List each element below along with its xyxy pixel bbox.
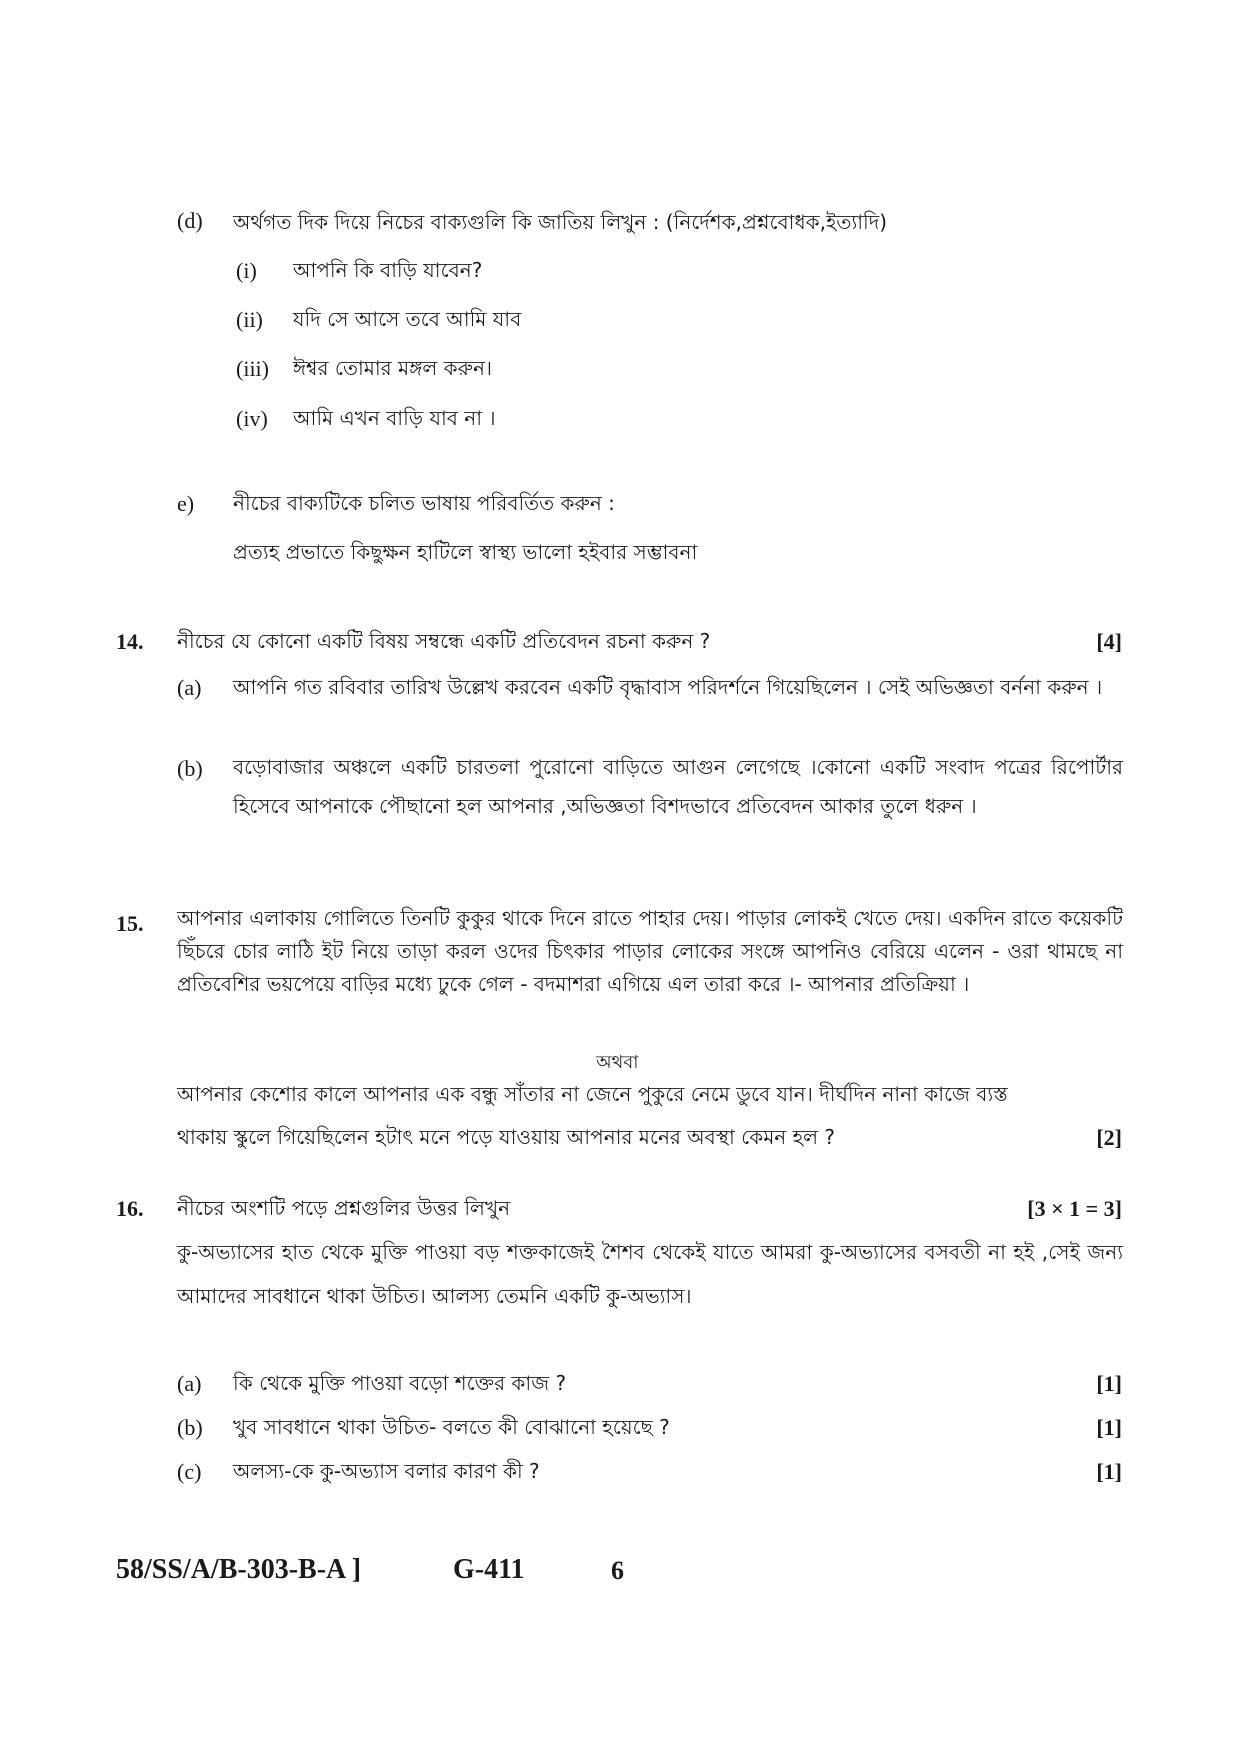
q15-alt-line1: আপনার কেশোর কালে আপনার এক বন্ধু সাঁতার না জেনে পুকুরে নেমে ডুবে যান। দীর্ঘদিন নানা কাজে ব্যস্ত <box>177 1082 1008 1106</box>
q13d-instruction: অর্থগত দিক দিয়ে নিচের বাক্যগুলি কি জাতিয় লিখুন : (নির্দেশক,প্রশ্নবোধক,ইত্যাদি) <box>233 210 888 234</box>
q15-text: আপনার এলাকায় গোলিতে তিনটি কুকুর থাকে দিনে রাতে পাহার দেয়। পাড়ার লোকই খেতে দেয়। একদিন রাতে কয়েকটি ছিঁচরে চোর লাঠি ইট নিয়ে তাড়া করল ওদের চিৎকার পাড়ার লোকের সংঙ্গে আপনিও বেরিয়ে এলেন - ওরা থামছে না প্রতিবেশির ভয়পেয়ে বাড়ির মধ্যে ঢুকে গেল - বদমাশরা এগিয়ে এল তারা করে ।- আপনার প্রতিক্রিয়া । <box>177 906 1123 996</box>
q13d-item-text: আমি এখন বাড়ি যাব না । <box>293 406 496 430</box>
q14-option-text: বড়োবাজার অঞ্চলে একটি চারতলা পুরোনো বাড়িতে আগুন লেগেছে ।কোনো একটি সংবাদ পত্রের রিপোর্টার হিসেবে আপনাকে পৌছানো হল আপনার ,অভিজ্ঞতা বিশদভাবে প্রতিবেদন আকার তুলে ধরুন । <box>233 755 1123 818</box>
q16-question-text: অলস্য-কে কু-অভ্যাস বলার কারণ কী ? <box>233 1459 540 1483</box>
q13e-label: e) <box>177 491 195 516</box>
q13d-item-text: ঈশ্বর তোমার মঙ্গল করুন। <box>293 356 493 380</box>
q16-question-text: খুব সাবধানে থাকা উচিত- বলতে কী বোঝানো হয়েছে ? <box>233 1415 670 1439</box>
q16-number: 16. <box>116 1196 144 1221</box>
q13d-label: (d) <box>177 208 203 233</box>
q13d-item-label: (iv) <box>236 406 268 431</box>
q14-option-label: (a) <box>177 675 202 700</box>
q15-alt-line2: থাকায় স্কুলে গিয়েছিলেন হটাৎ মনে পড়ে যাওয়ায় আপনার মনের অবস্থা কেমন হল ? <box>177 1125 835 1149</box>
q15-marks: [2] <box>1096 1125 1122 1150</box>
q14-number: 14. <box>116 629 144 654</box>
q16-instruction: নীচের অংশটি পড়ে প্রশ্নগুলির উত্তর লিখুন <box>177 1196 511 1220</box>
q13d-item-label: (iii) <box>236 356 269 381</box>
q16-question-label: (c) <box>177 1459 202 1484</box>
q16-question-label: (a) <box>177 1371 202 1396</box>
q16-question-marks: [1] <box>1096 1459 1122 1484</box>
q15-or: অথবা <box>596 1052 639 1073</box>
q16-marks: [3 × 1 = 3] <box>1027 1196 1122 1221</box>
q16-question-marks: [1] <box>1096 1371 1122 1396</box>
q16-question-label: (b) <box>177 1415 203 1440</box>
q16-question-marks: [1] <box>1096 1415 1122 1440</box>
q13d-item-text: আপনি কি বাড়ি যাবেন? <box>293 258 483 282</box>
q13d-item-label: (i) <box>236 258 257 283</box>
q14-marks: [4] <box>1096 629 1122 654</box>
footer-paper-code: 58/SS/A/B-303-B-A ] <box>116 1554 362 1585</box>
q16-question-text: কি থেকে মুক্তি পাওয়া বড়ো শক্তের কাজ ? <box>233 1371 567 1395</box>
q14-option-label: (b) <box>177 756 203 781</box>
q14-instruction: নীচের যে কোনো একটি বিষয় সম্বন্ধে একটি প্রতিবেদন রচনা করুন ? <box>177 629 711 653</box>
footer-page-number: 6 <box>611 1556 624 1585</box>
q14-option-text: আপনি গত রবিবার তারিখ উল্লেখ করবেন একটি বৃদ্ধাবাস পরিদর্শনে গিয়েছিলেন । সেই অভিজ্ঞতা বর্ননা করুন । <box>233 675 1103 699</box>
q13d-item-label: (ii) <box>236 307 263 332</box>
q13d-item-text: যদি সে আসে তবে আমি যাব <box>293 307 522 331</box>
q15-number: 15. <box>116 911 144 936</box>
q13e-sentence: প্রত্যহ প্রভাতে কিছুক্ষন হাটিলে স্বাস্থ্য ভালো হইবার সম্ভাবনা <box>233 540 698 564</box>
q16-passage: কু-অভ্যাসের হাত থেকে মুক্তি পাওয়া বড় শক্তকাজেই শৈশব থেকেই যাতে আমরা কু-অভ্যাসের বসবতী না হই ,সেই জন্য আমাদের সাবধানে থাকা উচিত। আলস্য তেমনি একটি কু-অভ্যাস। <box>177 1240 1123 1308</box>
q13e-instruction: নীচের বাক্যটিকে চলিত ভাষায় পরিবর্তিত করুন : <box>233 491 615 515</box>
footer-series-code: G-411 <box>453 1554 525 1585</box>
